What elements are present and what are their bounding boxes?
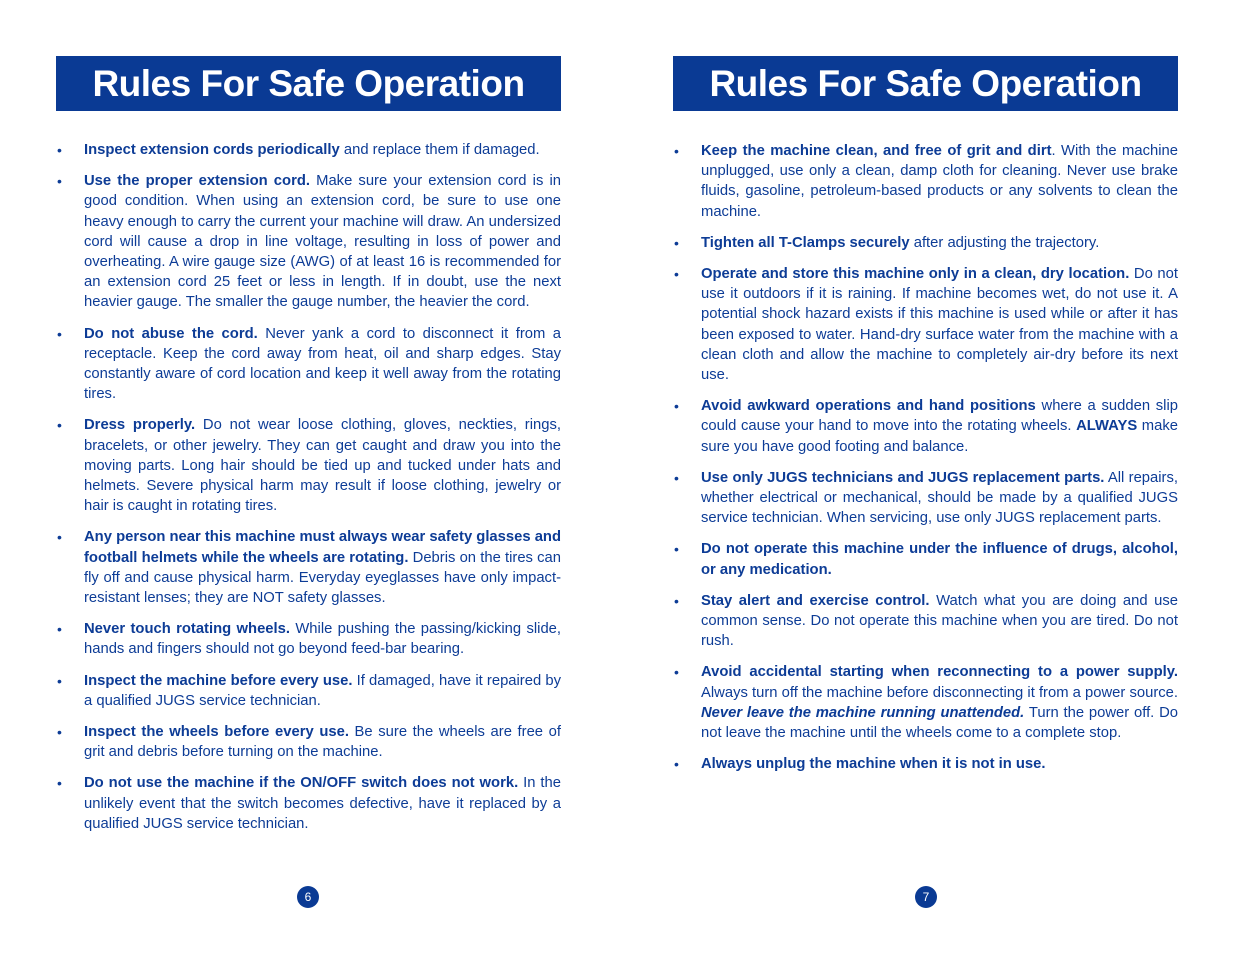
rule-heading: Inspect extension cords periodically xyxy=(84,142,340,158)
list-item xyxy=(673,591,1178,652)
list-item xyxy=(56,722,561,762)
rule-text: In the unlikely event that the switch becomes defective, have it replaced by a qualified JUGS service technician. xyxy=(84,775,561,832)
rule-emphasis: ALWAYS xyxy=(1076,418,1138,435)
rule-heading: Inspect the wheels before every use. xyxy=(84,724,349,741)
list-item xyxy=(56,140,561,160)
rule-text: Never yank a cord to disconnect it from a receptacle. Keep the cord away from heat, oil and sharp edges. Stay constantly aware of cord location and keep it well away from the rotating tires. xyxy=(84,325,562,403)
list-item xyxy=(673,468,1178,529)
rule-text: Watch what you are doing and use common sense. Do not operate this machine when you are tired. Do not rush. xyxy=(701,592,1178,650)
page-title-banner: Rules For Safe Operation xyxy=(673,56,1178,111)
rule-heading: Do not abuse the cord. xyxy=(84,325,258,342)
rule-heading: Dress properly. xyxy=(84,417,196,434)
list-item xyxy=(673,233,1178,253)
rule-heading: Use only JUGS technicians and JUGS replacement parts. xyxy=(701,469,1105,486)
list-item xyxy=(673,264,1178,385)
page-number-badge: 7 xyxy=(915,886,937,908)
list-item xyxy=(56,324,561,405)
rule-text: and replace them if damaged. xyxy=(339,142,540,158)
list-item xyxy=(673,754,1178,774)
rule-text: If damaged, have it repaired by a qualified JUGS service technician. xyxy=(84,672,562,709)
safety-rules-list xyxy=(56,140,561,845)
page-number-badge: 6 xyxy=(297,886,319,908)
rule-text: Do not use it outdoors if it is raining. If machine becomes wet, do not use it. A potential shock hazard exists if this machine is used while or after it has been exposed to water. Hand-dry surface water from the machine with a clean cloth and allow the machine to completely air-dry before its next use. xyxy=(701,266,1178,384)
rule-heading: Do not use the machine if the ON/OFF switch does not work. xyxy=(84,775,519,792)
rule-heading: Stay alert and exercise control. xyxy=(701,592,930,609)
page-title-banner: Rules For Safe Operation xyxy=(56,56,561,111)
list-item xyxy=(56,619,561,659)
rule-text: Always turn off the machine before disconnecting it from a power source. xyxy=(701,684,1178,701)
rule-text: All repairs, whether electrical or mechanical, should be made by a qualified JUGS service technician. When servicing, use only JUGS replacement parts. xyxy=(701,469,1178,527)
rule-emphasis: Never leave the machine running unattended. xyxy=(701,704,1025,721)
list-item xyxy=(56,527,561,608)
rule-text: make sure you have good footing and balance. xyxy=(701,418,1178,455)
rule-heading: Do not operate this machine under the influence of drugs, alcohol, or any medication. xyxy=(701,541,1178,578)
rule-text: Be sure the wheels are free of grit and debris before turning on the machine. xyxy=(84,724,561,761)
rule-heading: Inspect the machine before every use. xyxy=(84,672,353,689)
rule-heading: Operate and store this machine only in a clean, dry location. xyxy=(701,266,1130,283)
list-item xyxy=(673,539,1178,579)
list-item xyxy=(673,141,1178,222)
rule-heading: Any person near this machine must always wear safety glasses and football helmets while the wheels are rotating. xyxy=(84,529,561,566)
rule-text: after adjusting the trajectory. xyxy=(909,234,1100,251)
list-item xyxy=(56,671,561,711)
rule-heading: Use the proper extension cord. xyxy=(84,173,310,190)
list-item xyxy=(56,171,561,312)
rule-text: . With the machine unplugged, use only a clean, damp cloth for cleaning. Never use brake fluids, gasoline, petroleum-based products or any solvents to clean the machine. xyxy=(701,143,1178,220)
rule-heading: Tighten all T-Clamps securely xyxy=(701,234,910,251)
rule-heading: Keep the machine clean, and free of grit and dirt xyxy=(701,143,1052,159)
list-item xyxy=(673,662,1178,743)
list-item xyxy=(56,773,561,834)
rule-heading: Never touch rotating wheels. xyxy=(84,621,290,638)
rule-heading: Avoid accidental starting when reconnecting to a power supply. xyxy=(701,664,1178,681)
safety-rules-list xyxy=(673,141,1178,785)
rule-text: Do not wear loose clothing, gloves, neckties, rings, bracelets, or other jewelry. They can get caught and draw you into the moving parts. Long hair should be tied up and tucked under hats and helmets. Severe physical harm may result if loose clothing, jewelry or hair is caught in rotating tires. xyxy=(84,417,561,515)
rule-text: where a sudden slip could cause your hand to move into the rotating wheels. xyxy=(701,398,1178,435)
rule-text: While pushing the passing/kicking slide, hands and fingers should not go beyond feed-bar bearing. xyxy=(84,621,562,658)
rule-text: Make sure your extension cord is in good condition. When using an extension cord, be sure to use one heavy enough to carry the current your machine will draw. An undersized cord will cause a drop in line voltage, resulting in loss of power and overheating. A wire gauge size (AWG) of at least 16 is recommended for an extension cord 25 feet or less in length. If in doubt, use the next heavier gauge. The smaller the gauge number, the heavier the cord. xyxy=(84,173,561,311)
rule-text: Debris on the tires can fly off and cause physical harm. Everyday eyeglasses have only impact-resistant lenses; they are NOT safety glasses. xyxy=(84,549,561,607)
list-item xyxy=(56,415,561,516)
rule-heading: Avoid awkward operations and hand positions xyxy=(701,398,1036,415)
rule-heading: Always unplug the machine when it is not in use. xyxy=(701,756,1046,773)
rule-text: Turn the power off. Do not leave the machine until the wheels come to a complete stop. xyxy=(701,704,1179,742)
list-item xyxy=(673,396,1178,457)
